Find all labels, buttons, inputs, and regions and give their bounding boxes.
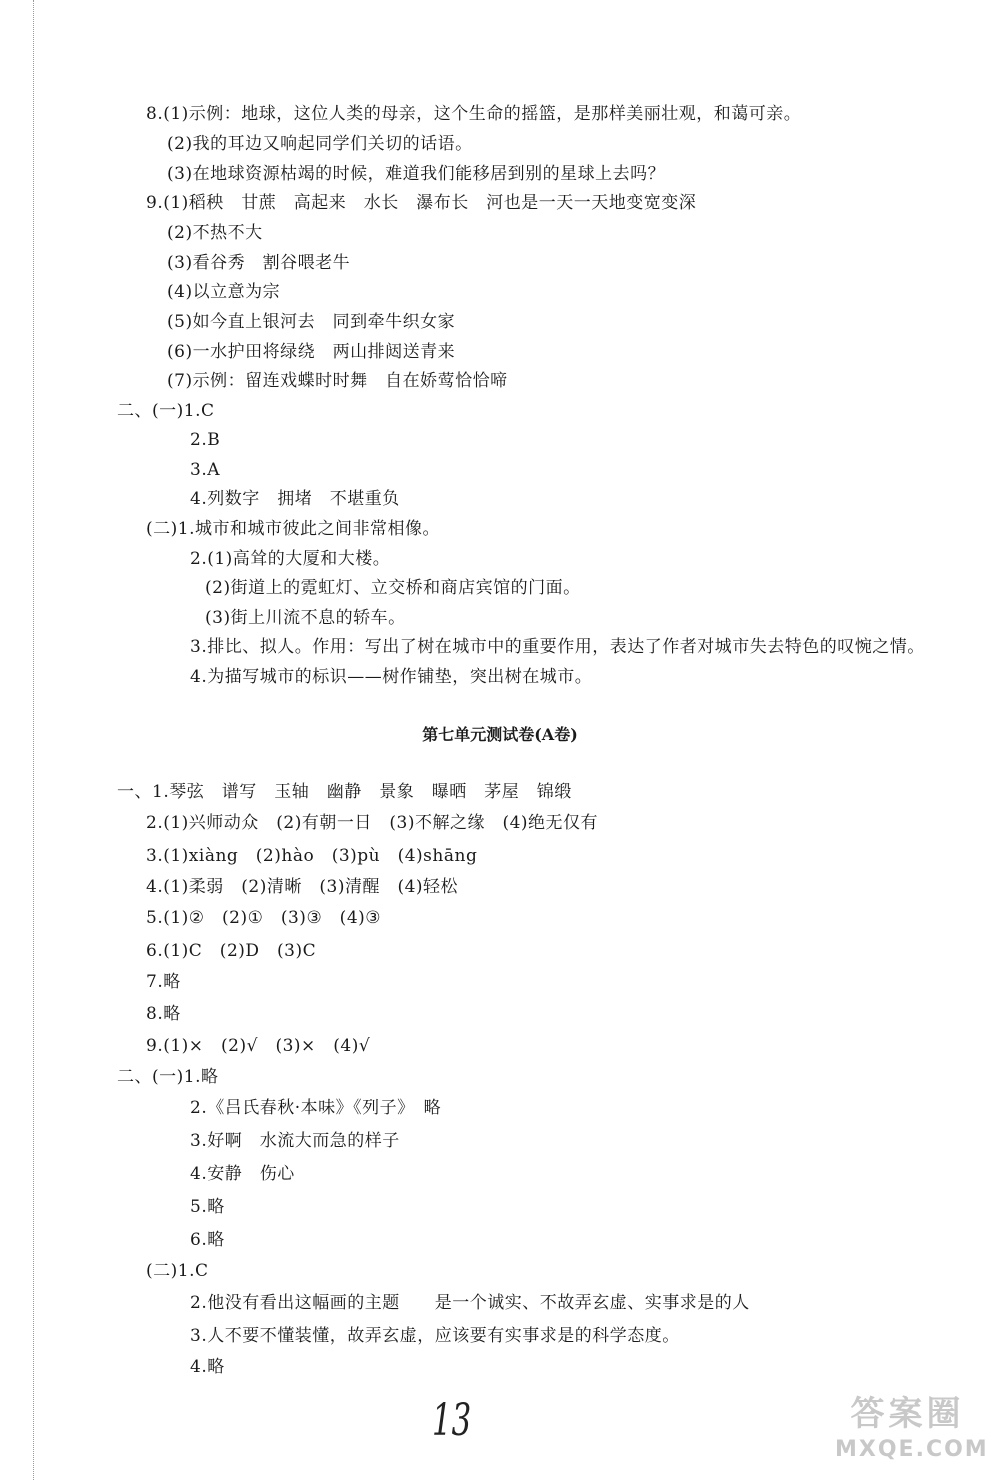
answer-line: (2)街道上的霓虹灯、立交桥和商店宾馆的门面。 (205, 578, 581, 598)
answer-line: 4.列数字 拥堵 不堪重负 (190, 489, 400, 509)
answer-line: 5.略 (190, 1197, 225, 1217)
answer-line: 2.B (190, 430, 221, 450)
answer-line: (二)1.城市和城市彼此之间非常相像。 (146, 519, 440, 539)
answer-line: 4.(1)柔弱 (2)清晰 (3)清醒 (4)轻松 (146, 877, 459, 897)
answer-line: 9.(1)× (2)√ (3)× (4)√ (146, 1036, 371, 1056)
answer-line: 8.(1)示例：地球，这位人类的母亲，这个生命的摇篮，是那样美丽壮观，和蔼可亲。 (146, 104, 802, 124)
watermark-text: 答案圈 (850, 1394, 965, 1434)
answer-line: 一、1.琴弦 谱写 玉轴 幽静 景象 曝晒 茅屋 锦缎 (117, 782, 572, 802)
answer-line: 4.为描写城市的标识——树作铺垫，突出树在城市。 (190, 667, 593, 687)
answer-line: (2)我的耳边又响起同学们关切的话语。 (167, 134, 473, 154)
answer-line: (二)1.C (146, 1261, 209, 1281)
answer-line: 2.他没有看出这幅画的主题 是一个诚实、不故弄玄虚、实事求是的人 (190, 1293, 750, 1313)
answer-line: 3.人不要不懂装懂，故弄玄虚，应该要有实事求是的科学态度。 (190, 1326, 680, 1346)
answer-line: 6.(1)C (2)D (3)C (146, 941, 317, 961)
answer-line: 2.《吕氏春秋·本味》《列子》 略 (190, 1098, 442, 1118)
answer-line: (6)一水护田将绿绕 两山排闼送青来 (167, 342, 456, 362)
answer-line: (3)看谷秀 割谷喂老牛 (167, 253, 351, 273)
answer-line: 3.A (190, 460, 220, 480)
answer-line: 二、(一)1.C (117, 401, 215, 421)
answer-line: 8.略 (146, 1004, 181, 1024)
watermark-logo (835, 1392, 989, 1472)
answer-line: 9.(1)稻秧 甘蔗 高起来 水长 瀑布长 河也是一天一天地变宽变深 (146, 193, 697, 213)
answer-line: 3.好啊 水流大而急的样子 (190, 1131, 400, 1151)
answer-line: 4.略 (190, 1357, 225, 1377)
answer-line: (7)示例：留连戏蝶时时舞 自在娇莺恰恰啼 (167, 371, 508, 391)
answer-line: 2.(1)兴师动众 (2)有朝一日 (3)不解之缘 (4)绝无仅有 (146, 813, 599, 833)
answer-line: 2.(1)高耸的大厦和大楼。 (190, 549, 391, 569)
answer-line: 二、(一)1.略 (117, 1067, 219, 1087)
answer-line: 5.(1)② (2)① (3)③ (4)③ (146, 908, 382, 928)
answer-line: 6.略 (190, 1230, 225, 1250)
answer-line: (3)在地球资源枯竭的时候，难道我们能移居到别的星球上去吗？ (167, 164, 666, 184)
page-number: 13 (432, 1395, 472, 1446)
answer-line: 3.排比、拟人。作用：写出了树在城市中的重要作用，表达了作者对城市失去特色的叹惋之情。 (190, 637, 925, 657)
answer-line: 4.安静 伤心 (190, 1164, 295, 1184)
section-title: 第七单元测试卷(A卷) (422, 725, 578, 744)
answer-line: (2)不热不大 (167, 223, 263, 243)
answer-line: 7.略 (146, 972, 181, 992)
answer-line: (5)如今直上银河去 同到牵牛织女家 (167, 312, 456, 332)
answer-line: (4)以立意为宗 (167, 282, 281, 302)
answer-line: 3.(1)xiàng (2)hào (3)pù (4)shāng (146, 846, 478, 866)
watermark-url: MXQE.COM (835, 1437, 989, 1462)
answer-line: (3)街上川流不息的轿车。 (205, 608, 406, 628)
